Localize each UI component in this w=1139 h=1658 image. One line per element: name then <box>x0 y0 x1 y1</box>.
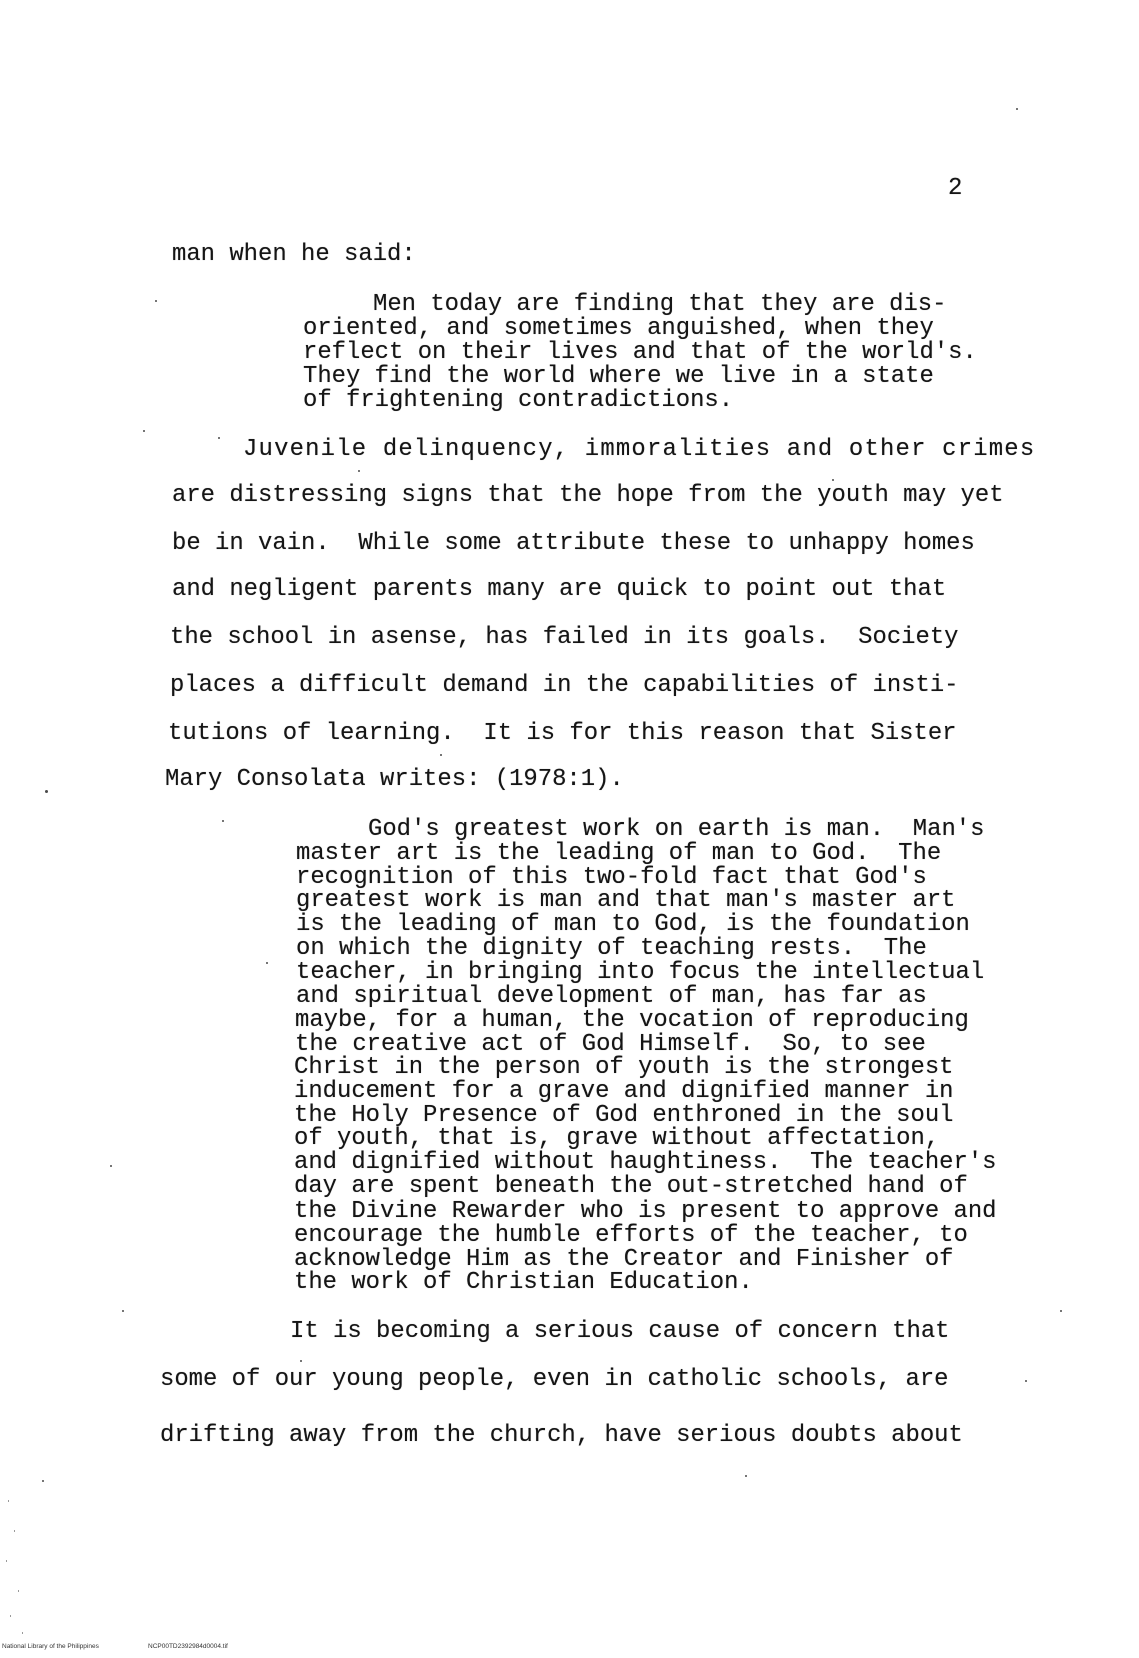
quote-line: the Holy Presence of God enthroned in the soul <box>294 1102 954 1129</box>
quote-line: the work of Christian Education. <box>294 1269 753 1296</box>
quote-line: of frightening contradictions. <box>303 387 734 414</box>
quote-line: of youth, that is, grave without affectation, <box>294 1125 940 1152</box>
scan-speck <box>143 430 145 432</box>
paragraph-line: Juvenile delinquency, immoralities and other crimes <box>243 436 1036 463</box>
scan-speck <box>1060 1310 1062 1312</box>
quote-line: They find the world where we live in a state <box>303 363 934 390</box>
scan-speck <box>14 1530 15 1532</box>
footer-file-id: NCP00TD2392984d0004.tif <box>148 1643 228 1650</box>
lead-line: man when he said: <box>172 241 416 268</box>
paragraph-line: and negligent parents many are quick to point out that <box>172 576 947 603</box>
scan-speck <box>155 300 157 302</box>
quote-line: maybe, for a human, the vocation of reproducing <box>295 1007 969 1034</box>
scan-speck <box>266 962 268 964</box>
paragraph-line: the school in asense, has failed in its goals. Society <box>170 624 959 651</box>
scan-speck <box>832 479 834 481</box>
scan-speck <box>18 1590 19 1592</box>
quote-line: and spiritual development of man, has far as <box>296 983 927 1010</box>
scan-speck <box>110 1165 112 1167</box>
quote-line: Christ in the person of youth is the strongest <box>294 1054 954 1081</box>
quote-line: acknowledge Him as the Creator and Finisher of <box>294 1246 954 1273</box>
quote-line: recognition of this two-fold fact that God's <box>296 864 927 891</box>
scan-speck <box>218 437 220 439</box>
quote-line: encourage the humble efforts of the teacher, to <box>294 1222 968 1249</box>
quote-line: teacher, in bringing into focus the intellectual <box>296 959 985 986</box>
quote-line: day are spent beneath the out-stretched hand of <box>294 1173 968 1200</box>
quote-line: God's greatest work on earth is man. Man's <box>368 816 985 843</box>
scan-speck <box>1016 108 1018 110</box>
scan-speck <box>440 754 442 756</box>
quote-line: and dignified without haughtiness. The teacher's <box>294 1149 997 1176</box>
paragraph-line: some of our young people, even in catholic schools, are <box>160 1366 949 1393</box>
scan-speck <box>42 1480 44 1482</box>
paragraph-line: places a difficult demand in the capabilities of insti- <box>170 672 959 699</box>
scan-speck <box>1025 1380 1027 1382</box>
quote-line: the creative act of God Himself. So, to see <box>295 1031 926 1058</box>
scan-speck <box>22 1632 23 1634</box>
scan-speck <box>8 1500 9 1502</box>
scan-speck <box>45 790 48 793</box>
paragraph-line: be in vain. While some attribute these to unhappy homes <box>172 530 975 557</box>
quote-line: master art is the leading of man to God. The <box>296 840 942 867</box>
quote-line: the Divine Rewarder who is present to approve and <box>294 1198 997 1225</box>
scan-speck <box>222 820 224 822</box>
paragraph-line: It is becoming a serious cause of concern that <box>290 1318 950 1345</box>
scan-speck <box>122 1310 124 1312</box>
quote-line: inducement for a grave and dignified manner in <box>294 1078 954 1105</box>
paragraph-line: drifting away from the church, have serious doubts about <box>160 1422 963 1449</box>
quote-line: Men today are finding that they are dis- <box>373 291 947 318</box>
footer-library-label: National Library of the Philippines <box>2 1643 99 1650</box>
quote-line: is the leading of man to God, is the foundation <box>296 911 970 938</box>
scan-speck <box>358 470 360 472</box>
quote-line: reflect on their lives and that of the world's. <box>303 339 977 366</box>
scan-speck <box>745 1475 747 1477</box>
quote-line: oriented, and sometimes anguished, when they <box>303 315 934 342</box>
scan-speck <box>300 1360 302 1362</box>
page-number: 2 <box>948 175 963 202</box>
paragraph-line: Mary Consolata writes: (1978:1). <box>165 766 624 793</box>
paragraph-line: are distressing signs that the hope from the youth may yet <box>172 482 1004 509</box>
scan-speck <box>6 1560 7 1562</box>
scan-speck <box>10 1615 11 1617</box>
quote-line: on which the dignity of teaching rests. The <box>296 935 927 962</box>
paragraph-line: tutions of learning. It is for this reason that Sister <box>168 720 957 747</box>
quote-line: greatest work is man and that man's master art <box>296 887 956 914</box>
